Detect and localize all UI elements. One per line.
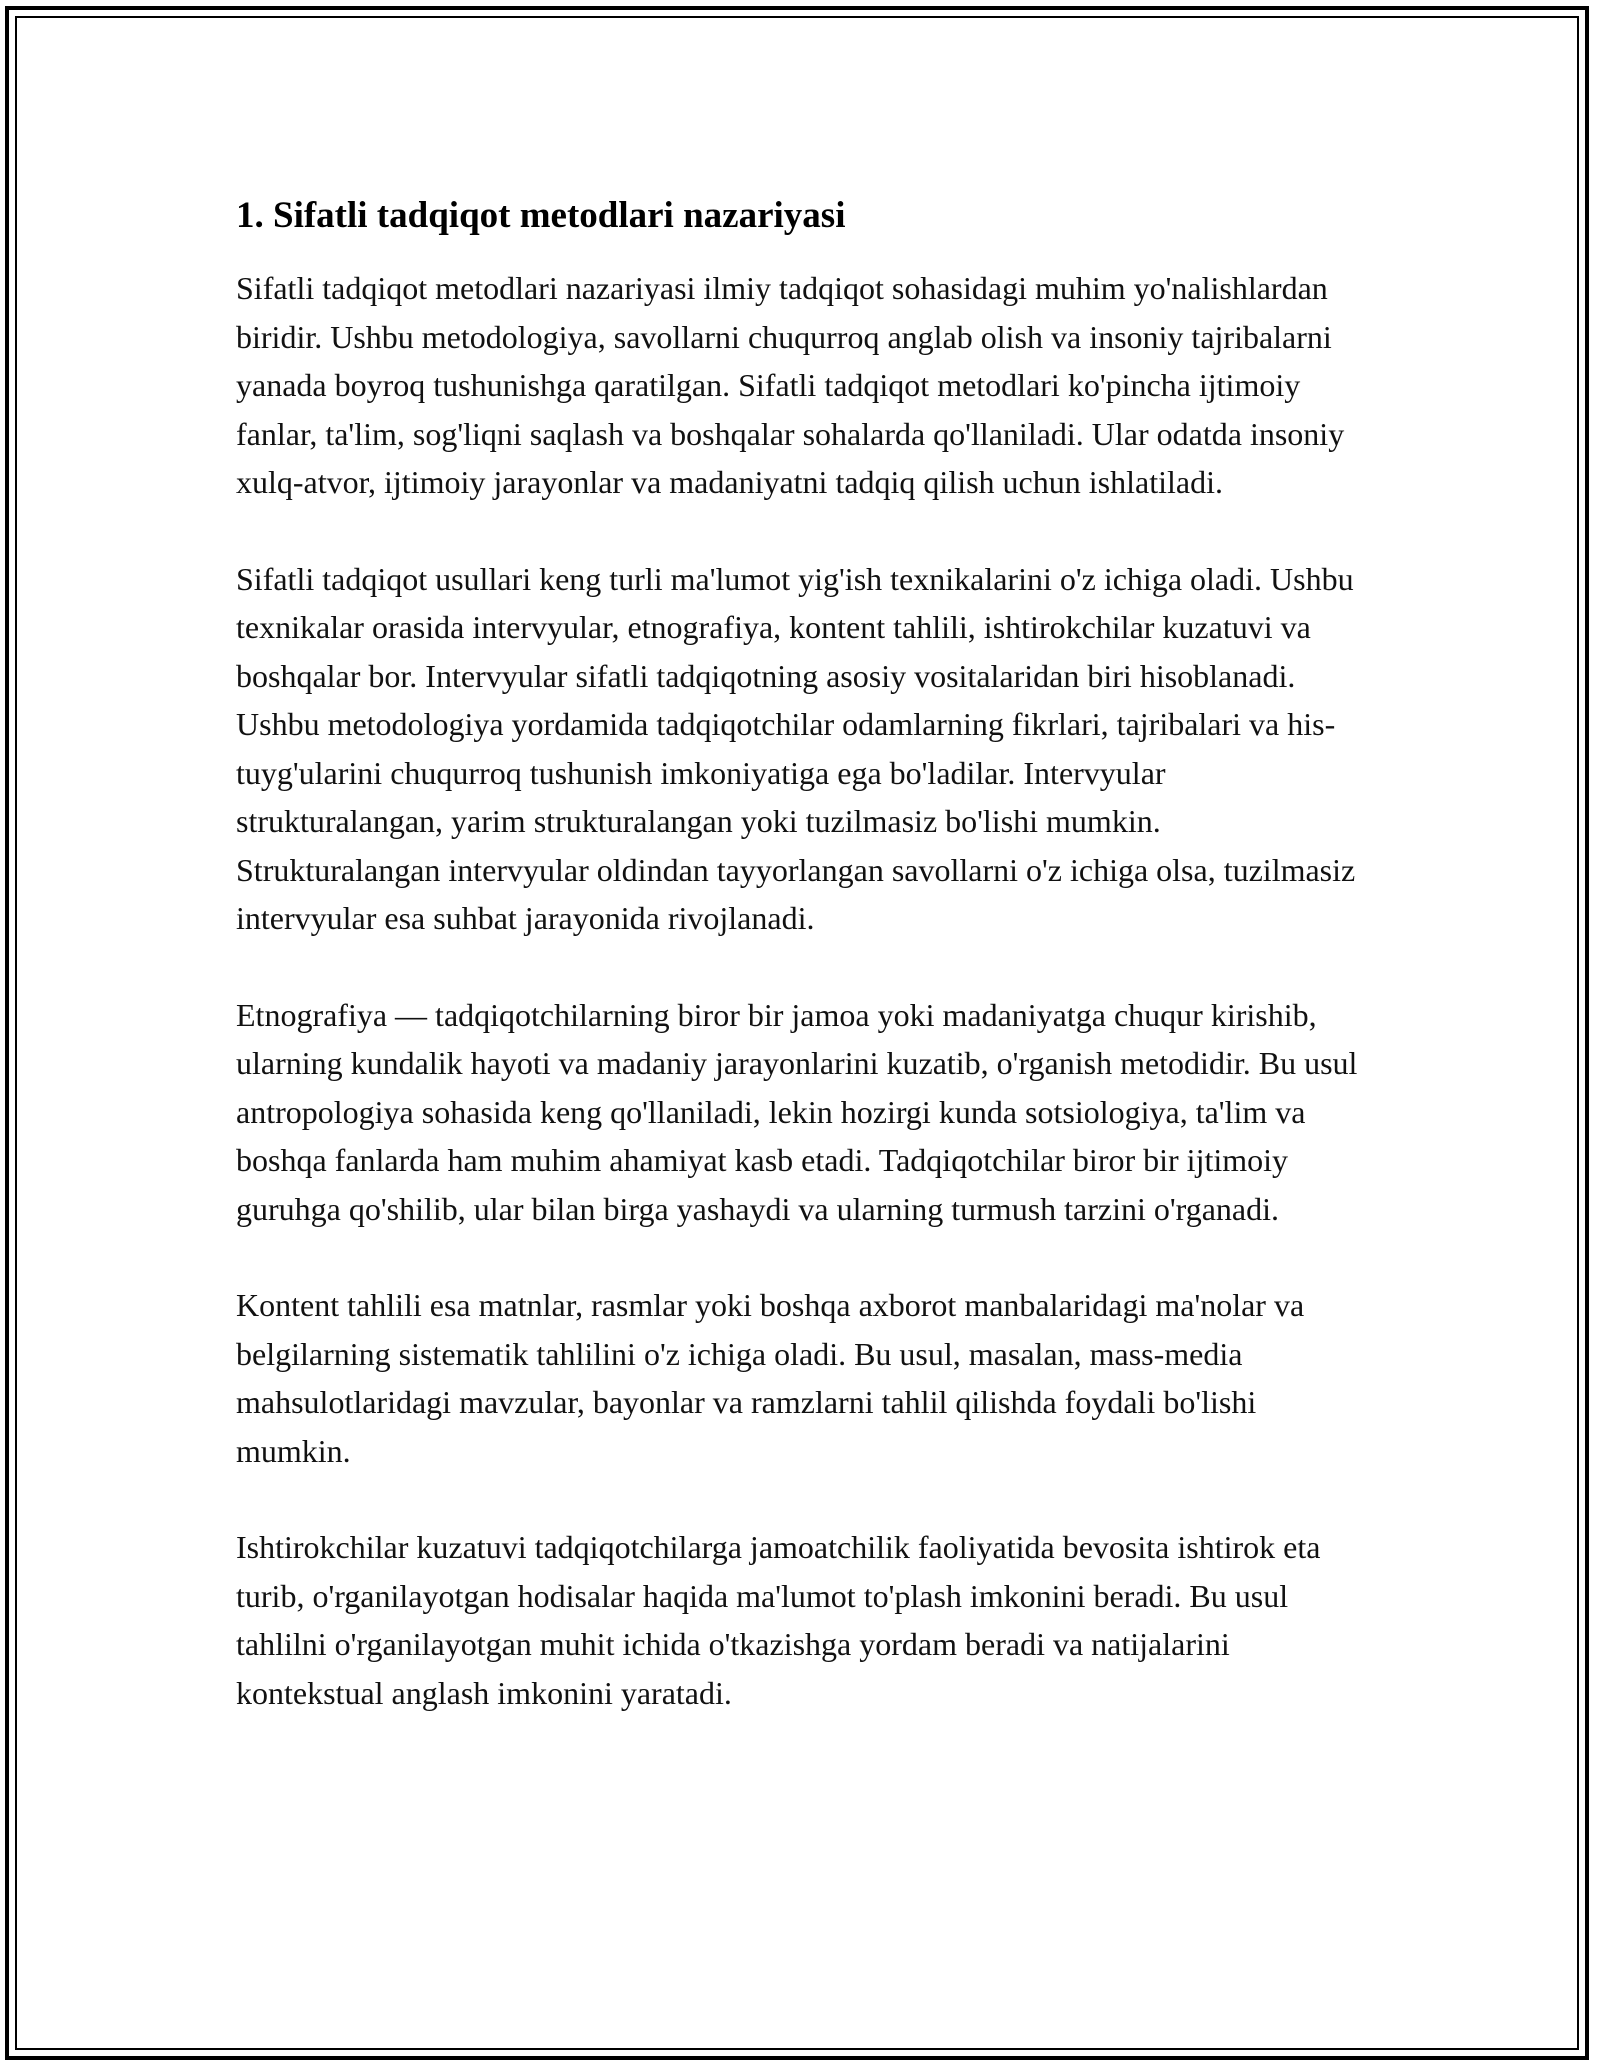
paragraph-ethnography: Etnografiya — tadqiqotchilarning biror bir jamoa yoki madaniyatga chuqur kirishib, ularning kundalik hayoti va madaniy jarayonlarini kuzatib, o'rganish metodidir. Bu usul antropologiya sohasida keng qo'llaniladi, lekin hozirgi kunda sotsiologiya, ta'lim va boshqa fanlarda ham muhim ahamiyat kasb etadi. Tadqiqotchilar biror bir ijtimoiy guruhga qo'shilib, ular bilan birga yashaydi va ularning turmush tarzini o'rganadi.	[236, 996, 1358, 1227]
paragraph-intro: Sifatli tadqiqot metodlari nazariyasi ilmiy tadqiqot sohasidagi muhim yo'nalishlardan biridir. Ushbu metodologiya, savollarni chuqurroq anglab olish va insoniy tajribalarni yanada boyroq tushunishga qaratilgan. Sifatli tadqiqot metodlari ko'pincha ijtimoiy fanlar, ta'lim, sog'liqni saqlash va boshqalar sohalarda qo'llaniladi. Ular odatda insoniy xulq-atvor, ijtimoiy jarayonlar va madaniyatni tadqiq qilish uchun ishlatiladi.	[236, 270, 1345, 500]
document-body	[236, 188, 1366, 1717]
paragraph-content-analysis: Kontent tahlili esa matnlar, rasmlar yoki boshqa axborot manbalaridagi ma'nolar va belgilarning sistematik tahlilini o'z ichiga oladi. Bu usul, masalan, mass-media mahsulotlaridagi mavzular, bayonlar va ramzlarni tahlil qilishda foydali bo'lishi mumkin.	[236, 1287, 1305, 1469]
section-heading: 1. Sifatli tadqiqot metodlari nazariyasi	[236, 195, 846, 236]
paragraph-methods: Sifatli tadqiqot usullari keng turli ma'lumot yig'ish texnikalarini o'z ichiga oladi. Ushbu texnikalar orasida intervyular, etnografiya, kontent tahlili, ishtirokchilar kuzatuvi va boshqalar bor. Intervyular sifatli tadqiqotning asosiy vositalaridan biri hisoblanadi. Ushbu metodologiya yordamida tadqiqotchilar odamlarning fikrlari, tajribalari va his-tuyg'ularini chuqurroq tushunish imkoniyatiga ega bo'ladilar. Intervyular strukturalangan, yarim strukturalangan yoki tuzilmasiz bo'lishi mumkin. Strukturalangan intervyular oldindan tayyorlangan savollarni o'z ichiga olsa, tuzilmasiz intervyular esa suhbat jarayonida rivojlanadi.	[236, 560, 1356, 936]
paragraph-participant-observation: Ishtirokchilar kuzatuvi tadqiqotchilarga jamoatchilik faoliyatida bevosita ishtirok eta turib, o'rganilayotgan hodisalar haqida ma'lumot to'plash imkonini beradi. Bu usul tahlilni o'rganilayotgan muhit ichida o'tkazishga yordam beradi va natijalarini kontekstual anglash imkonini yaratadi.	[236, 1529, 1321, 1711]
